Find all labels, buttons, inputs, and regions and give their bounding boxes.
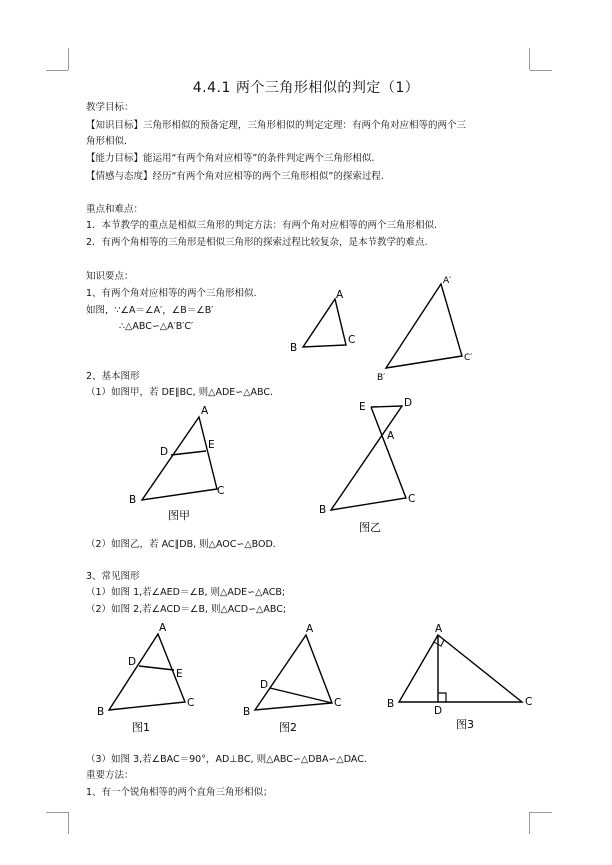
vertex-label-a: A (201, 405, 209, 417)
vertex-label-b: B (243, 706, 251, 718)
objective-emotion: 【情感与态度】经历“有两个角对应相等的两个三角形相似”的探索过程. (86, 171, 384, 182)
vertex-label-b: B (290, 342, 298, 354)
vertex-label-d: D (260, 679, 269, 691)
figure-caption: 图3 (456, 718, 474, 731)
figure-jia (129, 405, 224, 522)
figure-yi (319, 397, 415, 534)
figure-3 (387, 623, 532, 731)
vertex-label-b: B (387, 698, 395, 710)
vertex-label-c: C (187, 697, 195, 709)
objective-ability: 【能力目标】能运用“有两个角对应相等”的条件判定两个三角形相似. (86, 153, 375, 164)
knowledge-heading: 知识要点： (86, 271, 134, 282)
triangle-pair-small (290, 289, 355, 354)
vertex-label-d: D (434, 705, 443, 717)
figure-caption: 图甲 (168, 509, 190, 522)
vertex-label-e: E (176, 668, 183, 680)
key-point-1: 1．本节教学的重点是相似三角形的判定方法：有两个角对应相等的两个三角形相似. (86, 220, 438, 231)
figure-caption: 图1 (132, 721, 150, 734)
vertex-label-a: A (159, 622, 167, 634)
page-title: 4.4.1 两个三角形相似的判定（1） (192, 80, 420, 96)
vertex-label-b: B (129, 494, 137, 506)
triangle-pair-large (377, 276, 472, 383)
example-line-1: 如图，∵∠A＝∠A′，∠B＝∠B′ (86, 305, 214, 316)
vertex-label-c: C (348, 334, 356, 346)
objective-knowledge: 【知识目标】三角形相似的预备定理，三角形相似的判定定理：有两个角对应相等的两个三 (86, 120, 467, 131)
common-figure-1-text: （1）如图 1,若∠AED＝∠B, 则△ADE∽△ACB; (86, 587, 286, 598)
vertex-label-b: B (97, 706, 105, 718)
figure-1 (97, 622, 194, 734)
method-1: 1、有一个锐角相等的两个直角三角形相似； (86, 787, 273, 798)
vertex-label-a: A (336, 289, 344, 301)
common-figures-heading: 3、常见图形 (86, 571, 140, 582)
right-angle-marker (434, 640, 444, 646)
key-point-2: 2．有两个角相等的三角形是相似三角形的探索过程比较复杂，是本节教学的难点. (86, 237, 428, 248)
vertex-label-d: D (404, 397, 413, 409)
vertex-label-a: A (387, 430, 395, 442)
vertex-label-d: D (128, 656, 137, 668)
vertex-label-a-prime: A′ (443, 276, 452, 286)
vertex-label-e: E (208, 439, 215, 451)
vertex-label-d: D (160, 446, 169, 458)
vertex-label-a: A (306, 623, 314, 635)
figure-caption: 图2 (279, 721, 297, 734)
vertex-label-c: C (525, 696, 533, 708)
vertex-label-c-prime: C′ (464, 353, 473, 363)
vertex-label-a: A (435, 623, 443, 635)
common-figure-3-text: （3）如图 3,若∠BAC＝90°，AD⊥BC, 则△ABC∽△DBA∽△DAC. (86, 754, 367, 765)
vertex-label-c: C (334, 697, 342, 709)
figure-2 (243, 623, 341, 734)
objective-knowledge-cont: 角形相似. (86, 136, 128, 147)
vertex-label-b-prime: B′ (377, 373, 386, 383)
knowledge-point-1: 1、有两个角对应相等的两个三角形相似. (86, 288, 257, 299)
basic-figure-2-text: （2）如图乙，若 AC∥DB, 则△AOC∽△BOD. (86, 539, 276, 550)
figure-caption: 图乙 (359, 521, 381, 534)
example-line-2: ∴△ABC∽△A′B′C′ (119, 321, 194, 332)
vertex-label-c: C (408, 493, 416, 505)
basic-figures-heading: 2、基本图形 (86, 371, 140, 382)
basic-figure-1-text: （1）如图甲，若 DE∥BC, 则△ADE∽△ABC. (86, 387, 274, 398)
common-figure-2-text: （2）如图 2,若∠ACD＝∠B, 则△ACD∽△ABC; (86, 604, 287, 615)
objectives-heading: 教学目标： (86, 102, 134, 113)
vertex-label-c: C (217, 485, 225, 497)
right-angle-marker (438, 693, 446, 702)
methods-heading: 重要方法： (86, 770, 134, 781)
key-points-heading: 重点和难点： (86, 204, 144, 215)
vertex-label-e: E (359, 401, 366, 413)
vertex-label-b: B (319, 504, 327, 516)
